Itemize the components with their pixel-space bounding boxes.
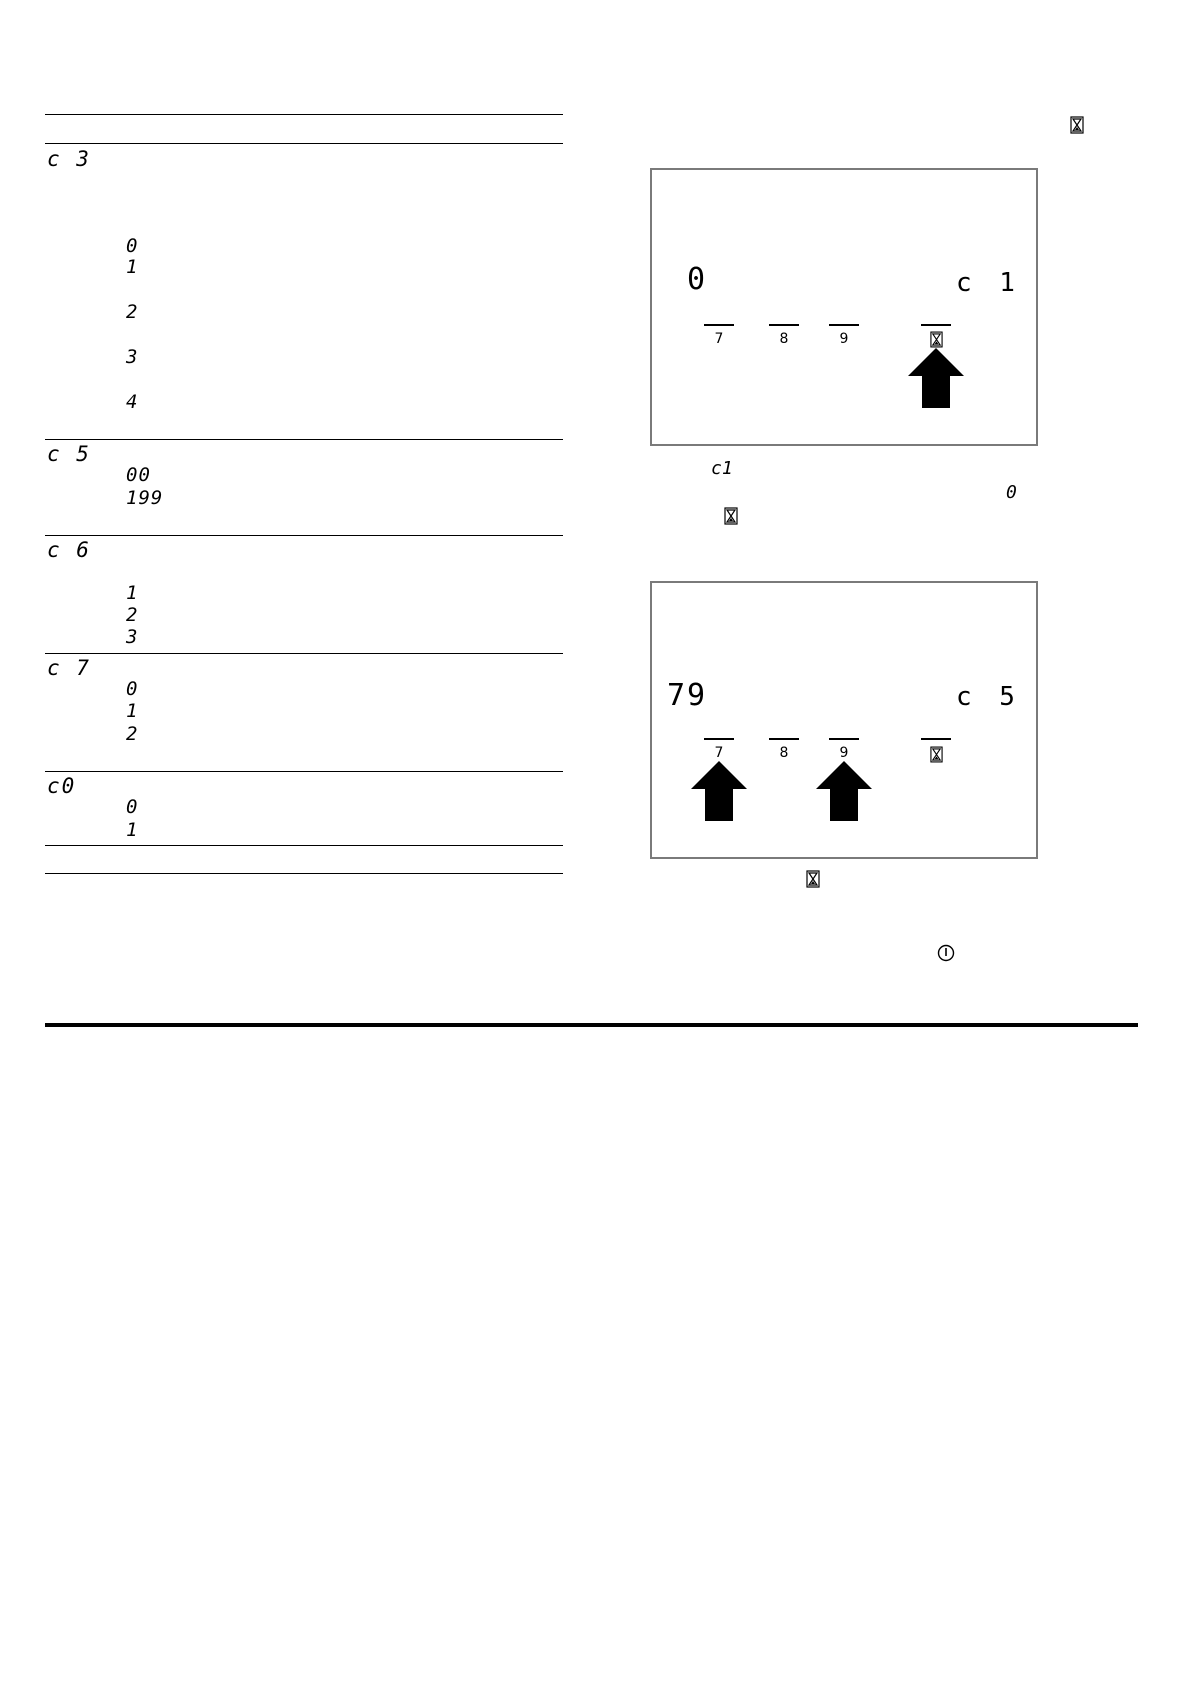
setting-value: 1 [126, 819, 139, 841]
up-arrow-icon [691, 761, 747, 821]
key-9[interactable]: 9 [839, 745, 849, 761]
hourglass-icon [806, 870, 820, 888]
hourglass-icon [724, 507, 738, 525]
key-8[interactable]: 8 [779, 745, 789, 761]
setting-value: 2 [126, 723, 139, 745]
table-rule [45, 653, 563, 654]
table-rule-header [45, 143, 563, 144]
table-rule [45, 771, 563, 772]
up-arrow-icon [908, 348, 964, 408]
key-line [921, 738, 951, 740]
setting-value: 2 [126, 301, 139, 323]
key-line [921, 324, 951, 326]
hourglass-icon[interactable] [930, 746, 943, 763]
setting-code-c3: c 3 [47, 147, 91, 171]
control-panel-figure-2 [650, 581, 1038, 859]
control-panel-figure-1 [650, 168, 1038, 446]
power-level-display: 0 [687, 262, 706, 297]
power-level-display: 79 [667, 678, 708, 713]
table-rule-top [45, 114, 563, 115]
section-divider [45, 1023, 1138, 1027]
setting-value: 00 [126, 464, 151, 486]
key-9[interactable]: 9 [839, 331, 849, 347]
key-line [769, 324, 799, 326]
setting-value: 0 [126, 796, 139, 818]
setting-value: 2 [126, 604, 139, 626]
setting-value: 3 [126, 346, 139, 368]
setting-code-display: c 5 [956, 682, 1021, 712]
key-line [704, 324, 734, 326]
setting-code-display: c 1 [956, 268, 1021, 298]
setting-value: 4 [126, 391, 139, 413]
setting-code-c1: c1 [711, 458, 733, 479]
setting-code-c0: c0 [47, 774, 77, 798]
power-icon [937, 944, 955, 962]
setting-code-c6: c 6 [47, 538, 91, 562]
key-8[interactable]: 8 [779, 331, 789, 347]
table-rule [45, 535, 563, 536]
setting-value: 3 [126, 626, 139, 648]
hourglass-icon[interactable] [930, 331, 943, 348]
setting-value: 1 [126, 700, 139, 722]
key-7[interactable]: 7 [714, 745, 724, 761]
key-line [829, 738, 859, 740]
setting-value: 199 [126, 487, 164, 509]
setting-value: 1 [126, 582, 139, 604]
setting-value: 0 [126, 235, 139, 257]
key-line [704, 738, 734, 740]
table-rule-bottom [45, 873, 563, 874]
setting-value: 1 [126, 256, 139, 278]
setting-code-c7: c 7 [47, 656, 91, 680]
setting-value: 0 [126, 678, 139, 700]
table-rule [45, 845, 563, 846]
setting-code-c5: c 5 [47, 442, 91, 466]
key-line [829, 324, 859, 326]
setting-value-zero: 0 [1006, 482, 1017, 503]
hourglass-icon [1070, 116, 1084, 134]
key-7[interactable]: 7 [714, 331, 724, 347]
key-line [769, 738, 799, 740]
table-rule [45, 439, 563, 440]
up-arrow-icon [816, 761, 872, 821]
